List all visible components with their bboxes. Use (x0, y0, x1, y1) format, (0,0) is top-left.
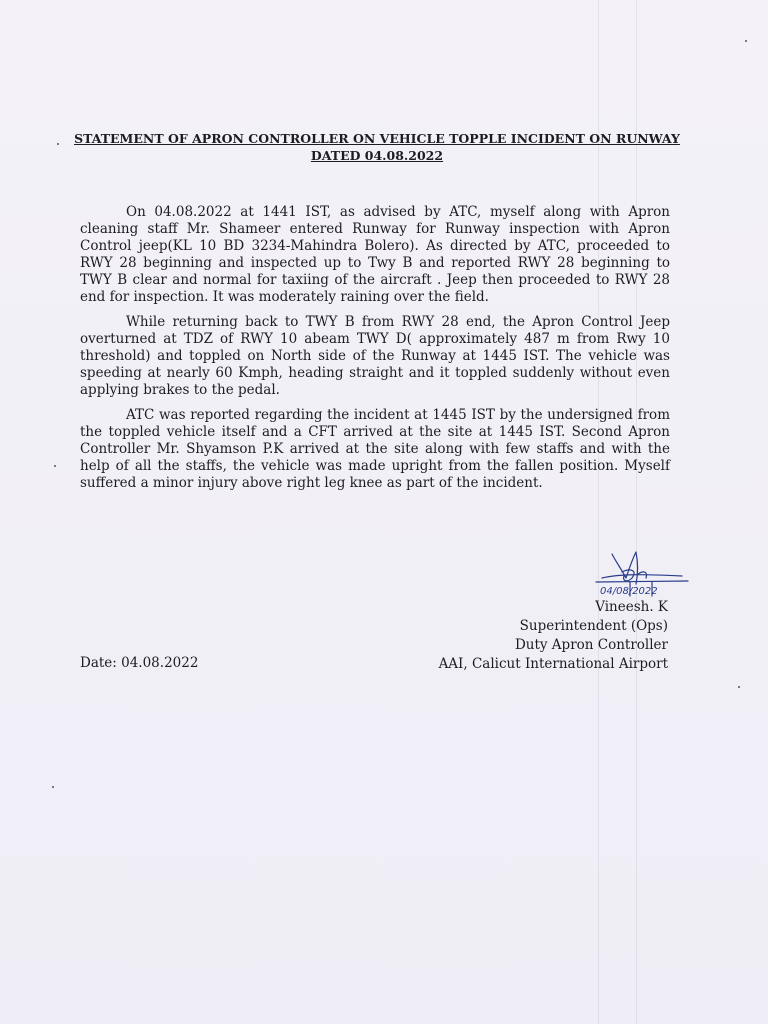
scan-speck (54, 465, 56, 467)
signatory-block (439, 598, 668, 674)
paragraph-2: While returning back to TWY B from RWY 28 end, the Apron Control Jeep overturned at TDZ of RWY 10 abeam TWY D( approximately 487 m from Rwy 10 threshold) and toppled on North side of the Runway at 1445 IST. The vehicle was speeding at nearly 60 Kmph, heading straight and it toppled suddenly without even applying brakes to the pedal. (80, 314, 670, 398)
scan-speck (57, 143, 59, 145)
scan-speck (745, 40, 747, 42)
paragraph-3: ATC was reported regarding the incident at 1445 IST by the undersigned from the toppled vehicle itself and a CFT arrived at the site at 1445 IST. Second Apron Controller Mr. Shyamson P.K arrived at the site along with few staffs and with the help of all the staffs, the vehicle was made upright from the fallen position. Myself suffered a minor injury above right leg knee as part of the incident. (80, 407, 670, 491)
signatory-role: Duty Apron Controller (514, 637, 668, 653)
document-title (60, 130, 694, 164)
signatory-designation: Superintendent (Ops) (519, 618, 668, 634)
signature-date: 04/08/2022 (600, 586, 658, 597)
title-line-1: STATEMENT OF APRON CONTROLLER ON VEHICLE TOPPLE INCIDENT ON RUNWAY (74, 131, 680, 146)
scan-speck (52, 786, 54, 788)
statement-body (80, 204, 670, 500)
signatory-name: Vineesh. K (595, 599, 668, 615)
paragraph-1: On 04.08.2022 at 1441 IST, as advised by ATC, myself along with Apron cleaning staff Mr. Shameer entered Runway for Runway inspection with Apron Control jeep(KL 10 BD 3234-Mahindra Bolero). As directed by ATC, proceeded to RWY 28 beginning and inspected up to Twy B and reported RWY 28 beginning to TWY B clear and normal for taxiing of the aircraft . Jeep then proceeded to RWY 28 end for inspection. It was moderately raining over the field. (80, 204, 670, 305)
signatory-organization: AAI, Calicut International Airport (438, 656, 668, 672)
scan-speck (738, 686, 740, 688)
title-line-2: DATED 04.08.2022 (310, 148, 444, 163)
document-date: Date: 04.08.2022 (80, 655, 199, 671)
